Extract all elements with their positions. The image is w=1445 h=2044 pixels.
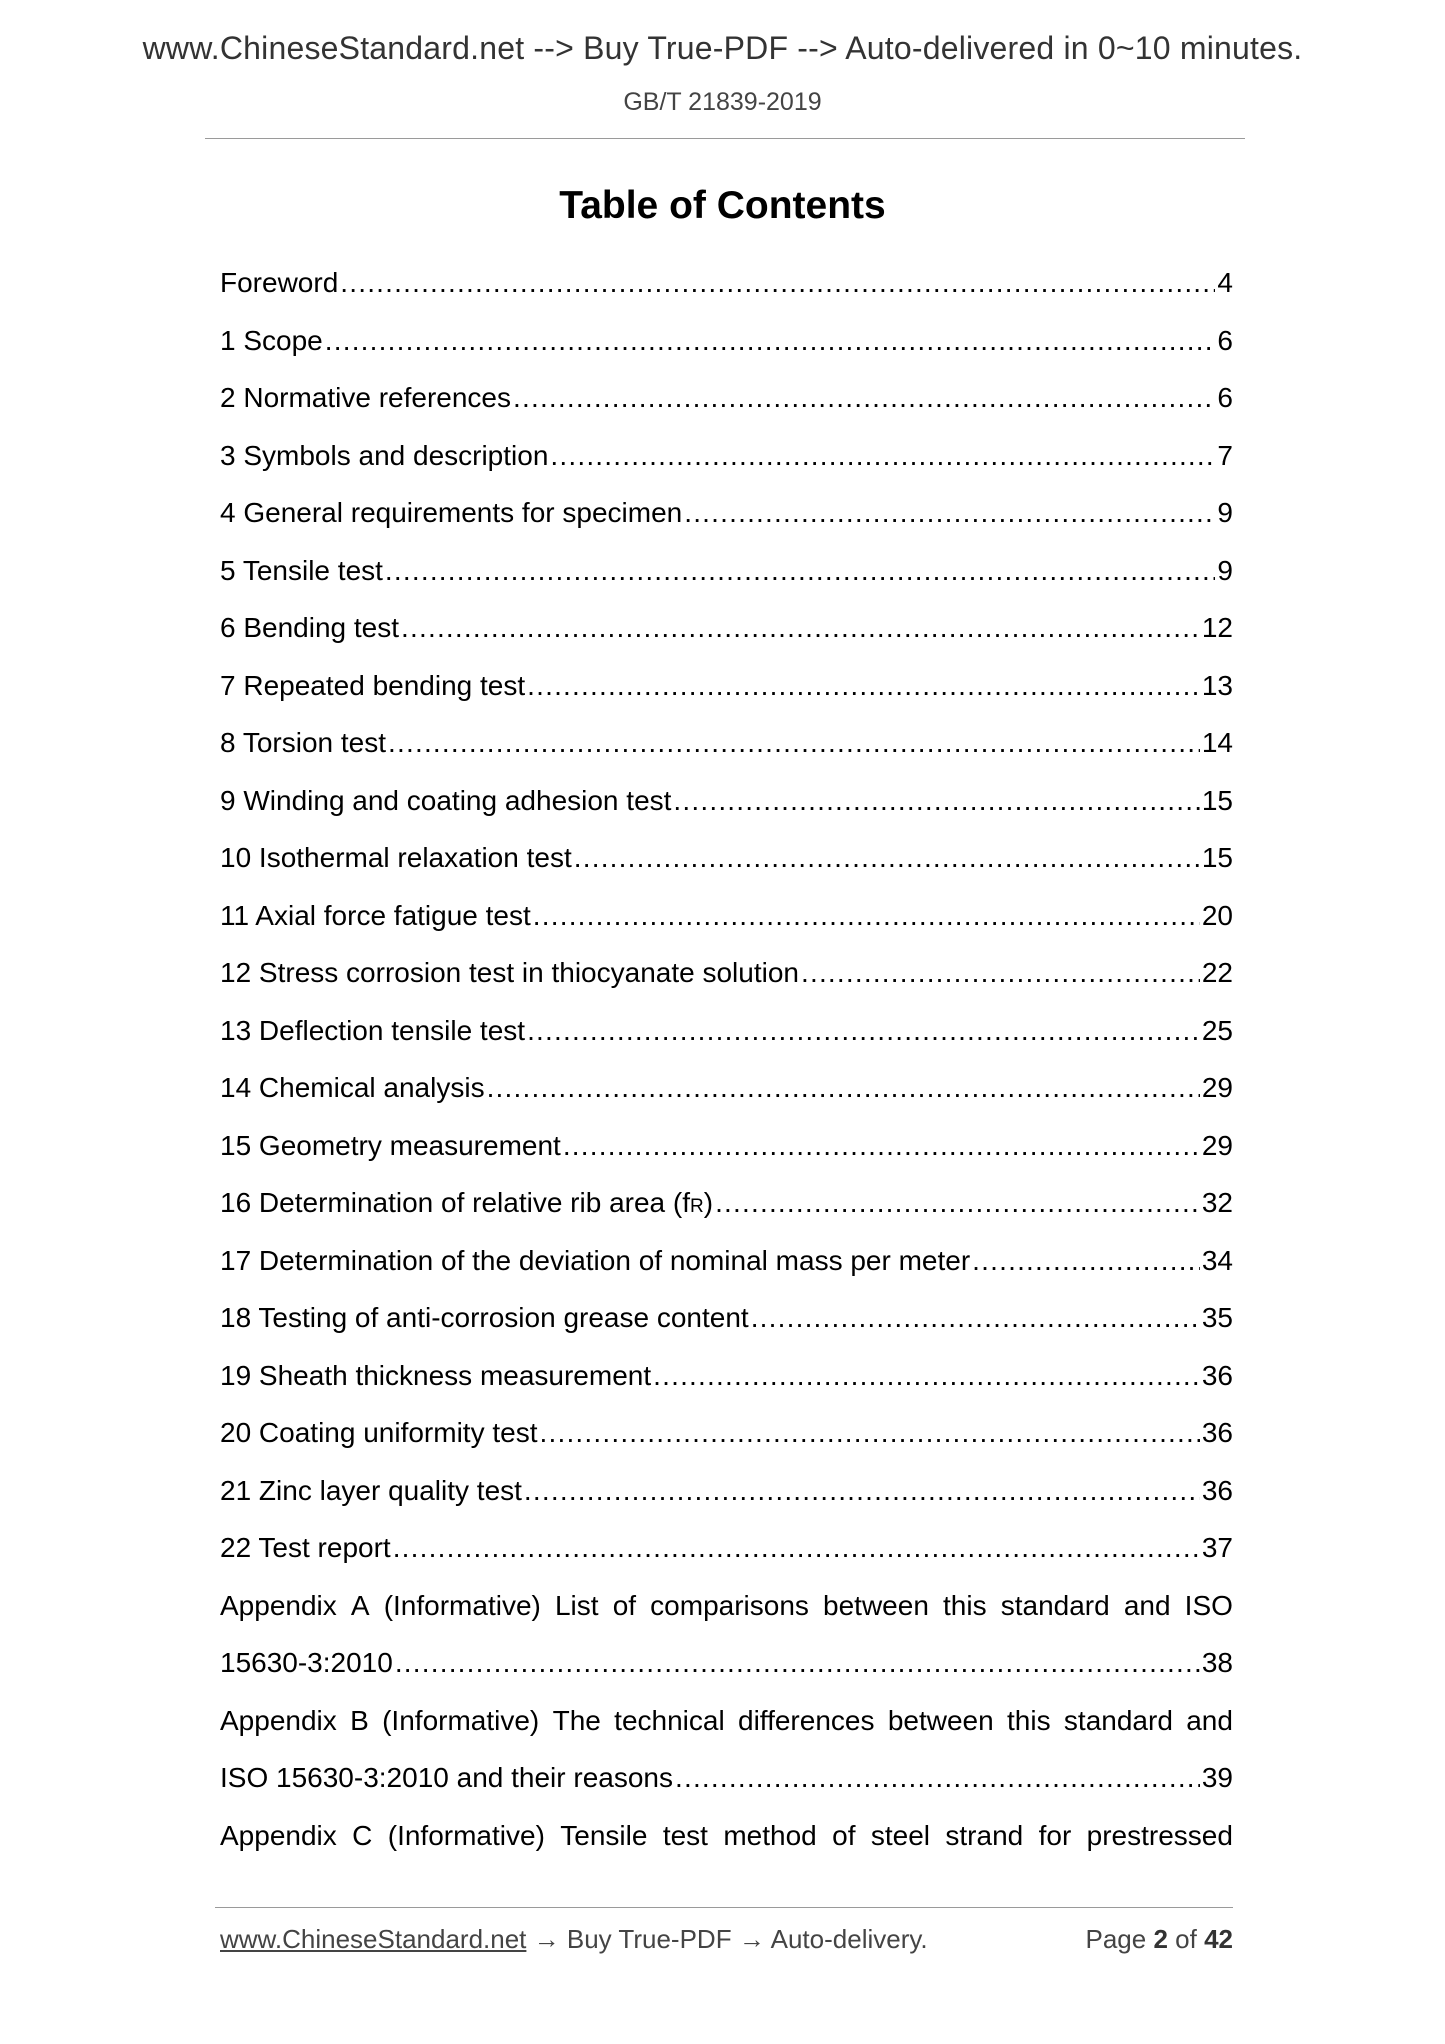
toc-entry-17[interactable]: [220, 1232, 1233, 1290]
dot-leader: [388, 714, 1200, 772]
word: between: [887, 1704, 994, 1736]
dot-leader: [524, 1462, 1200, 1520]
top-banner: www.ChineseStandard.net --> Buy True-PDF --> Auto-delivered in 0~10 minutes.: [142, 30, 1303, 66]
toc-entry-title: 9 Winding and coating adhesion test: [220, 784, 672, 816]
toc-entry-title: 14 Chemical analysis: [220, 1072, 485, 1103]
word: between: [823, 1589, 929, 1621]
dot-leader: [550, 427, 1215, 485]
word: B: [350, 1704, 369, 1736]
toc-entry-title: 18 Testing of anti-corrosion grease content: [220, 1302, 749, 1333]
dot-leader: [340, 254, 1215, 312]
word: comparisons: [650, 1589, 809, 1621]
toc-appendix-b-line1[interactable]: [220, 1692, 1233, 1750]
dot-leader: [972, 1232, 1200, 1290]
toc-entry-page: 39: [1201, 1762, 1233, 1793]
word: and: [1123, 1589, 1171, 1621]
word: List: [554, 1589, 599, 1621]
toc-entry-title: 7 Repeated bending test: [220, 669, 526, 701]
word: this: [943, 1589, 987, 1621]
word: prestressed: [1086, 1819, 1233, 1851]
dot-leader: [385, 542, 1216, 600]
toc-entry-15[interactable]: [220, 1117, 1233, 1175]
subscript-r: R: [690, 1196, 704, 1217]
dot-leader: [393, 1519, 1200, 1577]
toc-entry-title: [220, 1174, 713, 1236]
dot-leader: [574, 829, 1200, 887]
toc-entry-title: 4 General requirements for specimen: [220, 497, 683, 528]
toc-entry-page: 32: [1201, 1187, 1233, 1218]
dot-leader: [673, 772, 1199, 830]
toc-entry-title: ISO 15630-3:2010 and their reasons: [220, 1762, 673, 1793]
word: ISO: [1184, 1589, 1233, 1621]
toc-entry-19[interactable]: [220, 1347, 1233, 1405]
toc-entry-page: 4: [1217, 267, 1233, 298]
toc-entry-3[interactable]: [220, 427, 1233, 485]
dot-leader: [325, 312, 1216, 370]
dot-leader: [533, 887, 1200, 945]
toc-entry-page: 37: [1201, 1532, 1233, 1563]
dot-leader: [563, 1117, 1200, 1175]
dot-leader: [540, 1404, 1200, 1462]
toc-entry-page: 6: [1217, 324, 1233, 356]
word: Appendix: [220, 1704, 337, 1736]
footer-left: [220, 1924, 928, 1955]
dot-leader: [527, 1002, 1200, 1060]
dot-leader: [653, 1347, 1200, 1405]
word: this: [1007, 1704, 1051, 1736]
dot-leader: [801, 944, 1200, 1002]
toc-entry-page: 25: [1201, 1014, 1233, 1046]
toc-entry-16[interactable]: [220, 1174, 1233, 1232]
toc-appendix-a-line1[interactable]: [220, 1577, 1233, 1635]
word: standard: [1063, 1704, 1173, 1736]
word: Tensile: [560, 1819, 648, 1851]
page-of: of: [1175, 1924, 1197, 1954]
word: Appendix: [220, 1819, 337, 1851]
dot-leader: [675, 1749, 1200, 1807]
page-total: 42: [1204, 1924, 1233, 1954]
toc-entry-6[interactable]: [220, 599, 1233, 657]
toc-appendix-b-line2[interactable]: [220, 1749, 1233, 1807]
toc-entry-page: 15: [1201, 842, 1233, 873]
toc-entry-title: 6 Bending test: [220, 612, 400, 643]
toc-entry-13[interactable]: [220, 1002, 1233, 1060]
toc-entry-page: 22: [1201, 957, 1233, 988]
toc-entry-page: 9: [1217, 554, 1233, 586]
toc-entry-7[interactable]: [220, 657, 1233, 715]
header-divider: [205, 138, 1245, 139]
toc-entry-page: 12: [1201, 612, 1233, 643]
toc-entry-page: 20: [1201, 899, 1233, 931]
footer: [220, 1924, 1233, 1955]
dot-leader: [715, 1174, 1200, 1232]
dot-leader: [395, 1634, 1200, 1692]
toc-entry-title: 15 Geometry measurement: [220, 1129, 561, 1161]
toc-entry-page: 9: [1217, 497, 1233, 528]
page-current: 2: [1153, 1924, 1168, 1954]
page-title: Table of Contents: [559, 184, 886, 227]
site-link[interactable]: www.ChineseStandard.net: [220, 1924, 527, 1954]
toc-entry-title: 19 Sheath thickness measurement: [220, 1359, 652, 1391]
word: Appendix: [220, 1589, 337, 1621]
word: steel: [870, 1819, 931, 1851]
toc-entry-21[interactable]: [220, 1462, 1233, 1520]
dot-leader: [487, 1059, 1200, 1117]
toc-entry-11[interactable]: [220, 887, 1233, 945]
toc-entry-title: 3 Symbols and description: [220, 439, 549, 471]
word: differences: [738, 1704, 875, 1736]
toc-entry-page: 14: [1201, 727, 1233, 758]
toc-entry-page: 36: [1201, 1474, 1233, 1506]
page-indicator: [1085, 1924, 1233, 1955]
toc-entry-title: 8 Torsion test: [220, 727, 387, 758]
toc-entry-page: 29: [1201, 1129, 1233, 1161]
toc-entry-page: 29: [1201, 1072, 1233, 1103]
footer-divider: [215, 1907, 1233, 1908]
toc-entry-page: 36: [1201, 1417, 1233, 1448]
toc-entry-title: 15630-3:2010: [220, 1647, 393, 1678]
word: technical: [614, 1704, 725, 1736]
arrow-right-icon: →: [533, 1924, 560, 1954]
word: The: [552, 1704, 601, 1736]
toc-entry-title: 12 Stress corrosion test in thiocyanate solution: [220, 957, 799, 988]
word: of: [832, 1819, 856, 1851]
toc-entry-1[interactable]: [220, 312, 1233, 370]
buy-text: Buy True-PDF: [566, 1924, 732, 1954]
dot-leader: [513, 369, 1215, 427]
word: method: [723, 1819, 817, 1851]
toc-entry-title: 11 Axial force fatigue test: [220, 899, 531, 931]
word: standard: [1000, 1589, 1110, 1621]
dot-leader: [684, 484, 1215, 542]
toc-entry-5[interactable]: [220, 542, 1233, 600]
word: test: [662, 1819, 708, 1851]
toc-entry-page: 34: [1201, 1244, 1233, 1276]
toc-appendix-a-line2[interactable]: [220, 1634, 1233, 1692]
toc-entry-title: 5 Tensile test: [220, 554, 383, 586]
toc-entry-12[interactable]: [220, 944, 1233, 1002]
page-label: Page: [1085, 1924, 1147, 1954]
toc-entry-page: 13: [1201, 669, 1233, 701]
dot-leader: [401, 599, 1200, 657]
standard-code: GB/T 21839-2019: [623, 88, 822, 116]
toc-entry-title: 10 Isothermal relaxation test: [220, 842, 572, 873]
toc-entry-10[interactable]: [220, 829, 1233, 887]
word: for: [1038, 1819, 1072, 1851]
toc-entry-title-end: ): [703, 1187, 714, 1218]
toc-entry-title: 13 Deflection tensile test: [220, 1014, 526, 1046]
toc-entry-title: 21 Zinc layer quality test: [220, 1474, 522, 1506]
word: and: [1186, 1704, 1233, 1736]
toc-entry-page: 36: [1201, 1359, 1233, 1391]
delivery-text: Auto-delivery.: [770, 1924, 928, 1954]
toc-entry-foreword[interactable]: [220, 254, 1233, 312]
toc-entry-2[interactable]: [220, 369, 1233, 427]
word: of: [612, 1589, 637, 1621]
toc-appendix-c-line1[interactable]: [220, 1807, 1233, 1865]
toc-entry-title: Foreword: [220, 267, 339, 298]
toc-entry-page: 35: [1201, 1302, 1233, 1333]
toc-entry-20[interactable]: [220, 1404, 1233, 1462]
toc-entry-page: 38: [1201, 1647, 1233, 1678]
toc-entry-title: 2 Normative references: [220, 382, 512, 413]
word: (Informative): [382, 1704, 540, 1736]
toc-entry-page: 7: [1217, 439, 1233, 471]
word: (Informative): [383, 1589, 541, 1621]
toc-entry-title-main: 16 Determination of relative rib area (f: [220, 1187, 690, 1218]
dot-leader: [527, 657, 1200, 715]
arrow-right-icon: →: [738, 1924, 765, 1954]
toc-entry-4[interactable]: [220, 484, 1233, 542]
toc-entry-title: 17 Determination of the deviation of nominal mass per meter: [220, 1244, 971, 1276]
toc-entry-9[interactable]: [220, 772, 1233, 830]
toc-entry-14[interactable]: [220, 1059, 1233, 1117]
toc-entry-title: 1 Scope: [220, 324, 323, 356]
table-of-contents: [220, 254, 1233, 1864]
toc-entry-8[interactable]: [220, 714, 1233, 772]
word: (Informative): [387, 1819, 545, 1851]
toc-entry-22[interactable]: [220, 1519, 1233, 1577]
word: C: [352, 1819, 373, 1851]
toc-entry-18[interactable]: [220, 1289, 1233, 1347]
toc-entry-title: 20 Coating uniformity test: [220, 1417, 538, 1448]
toc-entry-page: 6: [1217, 382, 1233, 413]
toc-entry-title: 22 Test report: [220, 1532, 391, 1563]
toc-entry-page: 15: [1201, 784, 1233, 816]
word: A: [350, 1589, 370, 1621]
word: strand: [945, 1819, 1024, 1851]
dot-leader: [751, 1289, 1200, 1347]
